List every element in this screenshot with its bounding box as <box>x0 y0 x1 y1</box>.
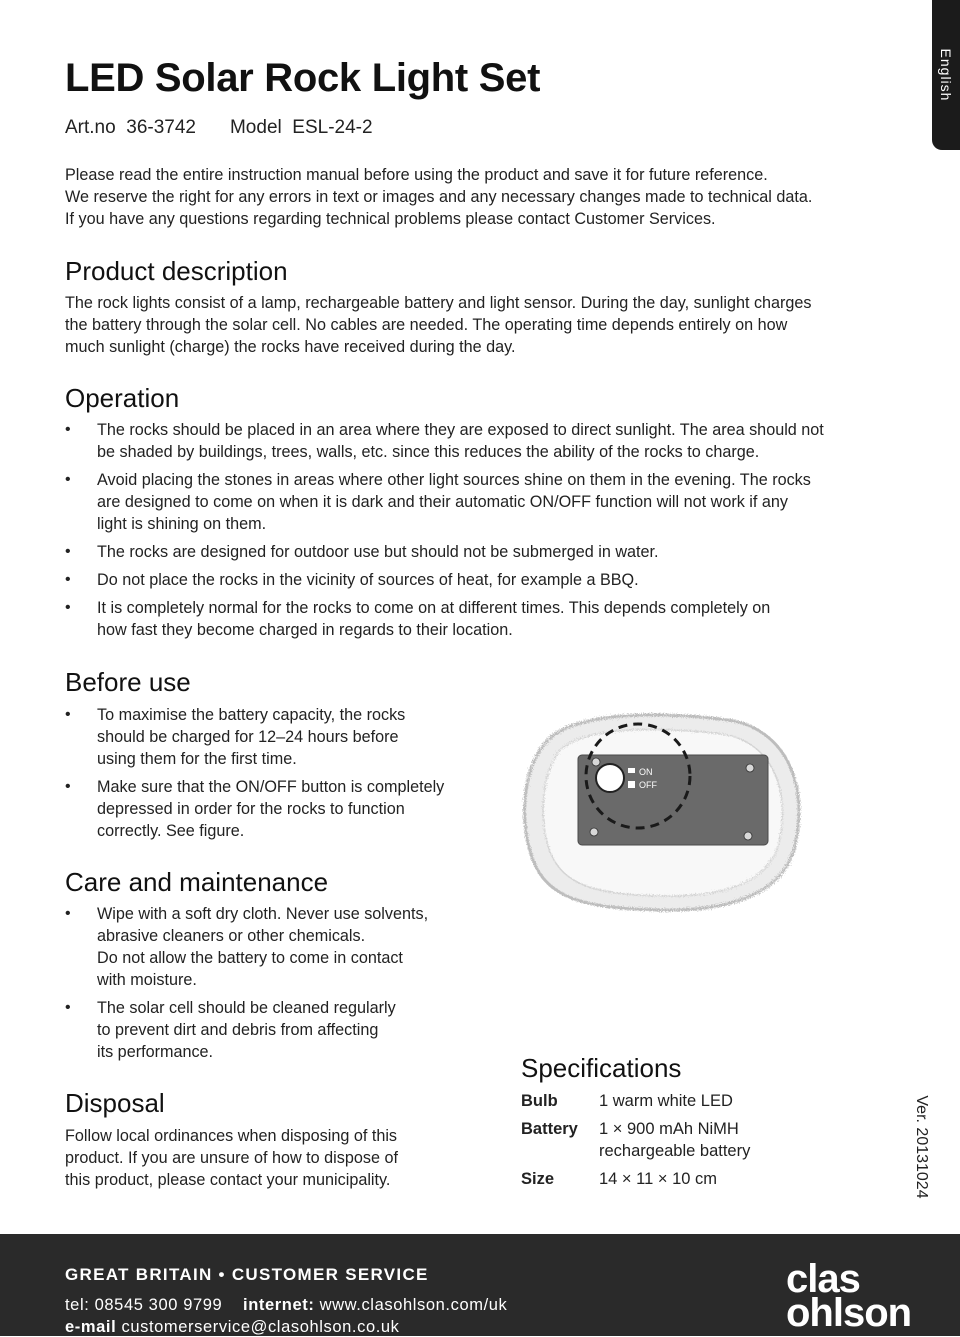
intro-line: Please read the entire instruction manual before using the product and save it for future reference. <box>65 166 768 184</box>
text-line: are designed to come on when it is dark and their automatic ON/OFF function will not work if any <box>97 493 788 511</box>
text-line: light is shining on them. <box>97 515 267 533</box>
text-line: the battery through the solar cell. No cables are needed. The operating time depends entirely on how <box>65 316 788 334</box>
heading-operation: Operation <box>65 383 180 413</box>
text-line: • Avoid placing the stones in areas where other light sources shine on them in the evening. The rocks <box>97 471 811 489</box>
operation-list <box>65 419 925 647</box>
intro-line: We reserve the right for any errors in text or images and any necessary changes made to technical data. <box>65 188 813 206</box>
logo-line: ohlson <box>786 1291 912 1335</box>
version-label-wrap <box>900 1092 942 1202</box>
spec-value <box>599 1118 799 1162</box>
text-line: using them for the first time. <box>97 750 297 768</box>
text-line: Follow local ordinances when disposing of this <box>65 1127 398 1145</box>
spec-key: Size <box>521 1170 555 1188</box>
logo-line: clas <box>786 1257 860 1301</box>
spec-row-battery <box>521 1118 799 1162</box>
list-item <box>65 704 485 770</box>
article-number: Art.no 36-3742 <box>65 117 196 138</box>
list-item <box>65 469 925 535</box>
list-item <box>65 569 925 591</box>
language-tab <box>932 0 960 150</box>
page-title: LED Solar Rock Light Set <box>65 56 541 100</box>
spec-value <box>599 1090 799 1112</box>
heading-specifications: Specifications <box>521 1053 682 1083</box>
heading-disposal: Disposal <box>65 1088 165 1118</box>
text-line: 14 × 11 × 10 cm <box>599 1170 718 1188</box>
list-item <box>65 419 925 463</box>
text-line: to prevent dirt and debris from affecting <box>97 1021 379 1039</box>
internet-label: internet: <box>243 1296 315 1314</box>
model-number: Model ESL-24-2 <box>229 117 373 138</box>
screw-icon <box>590 828 598 836</box>
text-line: rechargeable battery <box>599 1142 751 1160</box>
spec-value <box>599 1168 799 1190</box>
text-line: • Make sure that the ON/OFF button is completely <box>97 778 445 796</box>
list-item <box>65 541 925 563</box>
product-description-text <box>65 292 915 358</box>
spec-row-size <box>521 1168 799 1190</box>
text-line: correctly. See figure. <box>97 822 245 840</box>
language-label: English <box>938 48 954 102</box>
footer-email-line <box>65 1318 400 1337</box>
text-line: abrasive cleaners or other chemicals. <box>97 927 366 945</box>
off-indicator-icon <box>628 781 635 788</box>
text-line: with moisture. <box>97 971 197 989</box>
email-label: e-mail <box>65 1318 117 1336</box>
off-label: OFF <box>639 780 657 790</box>
article-info <box>65 117 407 139</box>
screw-icon <box>746 764 754 772</box>
text-line: should be charged for 12–24 hours before <box>97 728 399 746</box>
text-line: 1 warm white LED <box>599 1092 733 1110</box>
text-line: • It is completely normal for the rocks to come on at different times. This depends completely on <box>97 599 771 617</box>
rock-figure <box>508 700 808 920</box>
website-link[interactable]: www.clasohlson.com/uk <box>319 1296 508 1314</box>
text-line: • The rocks are designed for outdoor use but should not be submerged in water. <box>97 543 659 561</box>
text-line: Do not allow the battery to come in contact <box>97 949 403 967</box>
on-indicator-icon <box>628 768 635 773</box>
care-list <box>65 903 485 1069</box>
on-label: ON <box>639 767 653 777</box>
tel-link[interactable]: 08545 300 9799 <box>94 1296 223 1314</box>
tel-label: tel: <box>65 1296 90 1314</box>
text-line: much sunlight (charge) the rocks have received during the day. <box>65 338 516 356</box>
spec-key: Battery <box>521 1120 578 1138</box>
heading-care-maintenance: Care and maintenance <box>65 867 329 897</box>
disposal-text <box>65 1125 485 1191</box>
text-line: • The rocks should be placed in an area where they are exposed to direct sunlight. The area should not <box>97 421 824 439</box>
text-line: • Do not place the rocks in the vicinity of sources of heat, for example a BBQ. <box>97 571 639 589</box>
text-line: this product, please contact your municipality. <box>65 1171 391 1189</box>
list-item <box>65 997 485 1063</box>
intro-text <box>65 164 905 230</box>
screw-icon <box>592 758 600 766</box>
footer-contact-line <box>65 1296 507 1315</box>
list-item <box>65 597 925 641</box>
spec-key: Bulb <box>521 1092 558 1110</box>
before-use-list <box>65 704 485 848</box>
list-item <box>65 903 485 991</box>
text-line: • To maximise the battery capacity, the rocks <box>97 706 406 724</box>
text-line: be shaded by buildings, trees, walls, etc. since this reduces the ability of the rocks to charge. <box>97 443 760 461</box>
list-item <box>65 776 485 842</box>
screw-icon <box>744 832 752 840</box>
heading-product-description: Product description <box>65 256 288 286</box>
specifications-table <box>521 1090 799 1196</box>
text-line: how fast they become charged in regards to their location. <box>97 621 513 639</box>
version-label: Ver. 20131024 <box>913 1095 930 1199</box>
text-line: 1 × 900 mAh NiMH <box>599 1120 739 1138</box>
text-line: • Wipe with a soft dry cloth. Never use solvents, <box>97 905 429 923</box>
email-link[interactable]: customerservice@clasohlson.co.uk <box>121 1318 400 1336</box>
text-line: product. If you are unsure of how to dispose of <box>65 1149 398 1167</box>
footer-heading: GREAT BRITAIN • CUSTOMER SERVICE <box>65 1265 429 1284</box>
spec-row-bulb <box>521 1090 799 1112</box>
text-line: The rock lights consist of a lamp, rechargeable battery and light sensor. During the day, sunlight charges <box>65 294 812 312</box>
heading-before-use: Before use <box>65 667 191 697</box>
clas-ohlson-logo <box>786 1257 912 1335</box>
text-line: its performance. <box>97 1043 214 1061</box>
intro-line: If you have any questions regarding technical problems please contact Customer Services. <box>65 210 716 228</box>
text-line: • The solar cell should be cleaned regularly <box>97 999 396 1017</box>
footer <box>0 1234 960 1336</box>
text-line: depressed in order for the rocks to function <box>97 800 405 818</box>
on-off-button-icon <box>596 764 624 792</box>
